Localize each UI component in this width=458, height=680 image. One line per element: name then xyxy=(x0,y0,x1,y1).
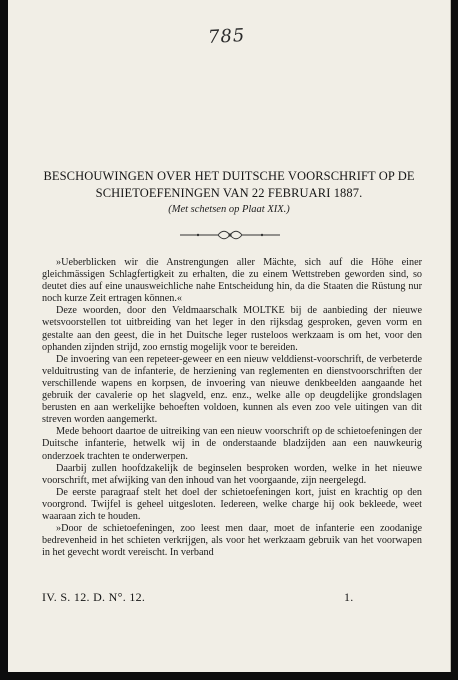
article-title xyxy=(26,168,432,202)
paragraph-6: De eerste paragraaf stelt het doel der schietoefeningen kort, juist en krachtig op den voorgrond. Twijfel is geheel uitgesloten. Iedereen, welke charge hij ook bekleede, weet waaraan zich te houden. xyxy=(42,486,422,522)
footer-page-number: 1. xyxy=(344,590,354,604)
title-line-2: SCHIETOEFENINGEN VAN 22 FEBRUARI 1887. xyxy=(95,186,363,200)
article-body xyxy=(42,257,422,559)
footer-signature: IV. S. 12. D. N°. 12. xyxy=(42,590,146,604)
paragraph-5: Daarbij zullen hoofdzakelijk de beginselen besproken worden, welke in het nieuwe voorschrift, met afwijking van den inhoud van het voorgaande, zijn neergelegd. xyxy=(42,462,422,486)
paragraph-3: De invoering van een repeteer-geweer en een nieuw velddienst-voorschrift, de verbeterde velduitrusting van de infanterie, de herziening van reglementen en dienstvoorschriften der verschillende wapens en korpsen, de invoering van nieuwe denkbeelden aangaande het gebruik der cavalerie op het slagveld, enz. enz., welke alle op deugdelijke grondslagen berusten en aan werkelijke behoeften voldoen, kunnen als even zoo vele uitingen van dit streven worden aangemerkt. xyxy=(42,353,422,426)
handwritten-page-number: 785 xyxy=(207,25,246,48)
article-subtitle: (Met schetsen op Plaat XIX.) xyxy=(168,204,290,215)
paragraph-4: Mede behoort daartoe de uitreiking van een nieuw voorschrift op de schietoefeningen der Duitsche infanterie, hetwelk wij in de onderstaande bladzijden aan een nauwkeurig onderzoek trachten te onderwerpen. xyxy=(42,426,422,462)
document-page xyxy=(8,0,451,672)
ornament-divider-icon xyxy=(178,229,282,241)
paragraph-2: Deze woorden, door den Veldmaarschalk MOLTKE bij de aanbieding der nieuwe wetsvoorstellen tot uitbreiding van het leger in den rijksdag gesproken, geven vorm en gestalte aan den geest, die in het Duitsche leger rusteloos werkzaam is om het, voor den ophanden zijnden strijd, zoo ernstig mogelijk voor te bereiden. xyxy=(42,305,422,353)
title-line-1: BESCHOUWINGEN OVER HET DUITSCHE VOORSCHRIFT OP DE xyxy=(43,169,415,183)
paragraph-7: »Door de schietoefeningen, zoo leest men daar, moet de infanterie een zoodanige bedrevenheid in het schieten verkrijgen, als voor het werkzaam gebruik van het voorwapen in het gevecht wordt vereischt. In verband xyxy=(42,523,422,559)
paragraph-1: »Ueberblicken wir die Anstrengungen aller Mächte, sich auf die Höhe einer gleichmässigen Schlagfertigkeit zu erhalten, die zu einem Wettstreben geworden sind, so deutet dies auf eine unausweichliche nahe Entscheidung hin, da die Staaten die Rüstung nur noch kurze Zeit ertragen können.« xyxy=(42,257,422,305)
